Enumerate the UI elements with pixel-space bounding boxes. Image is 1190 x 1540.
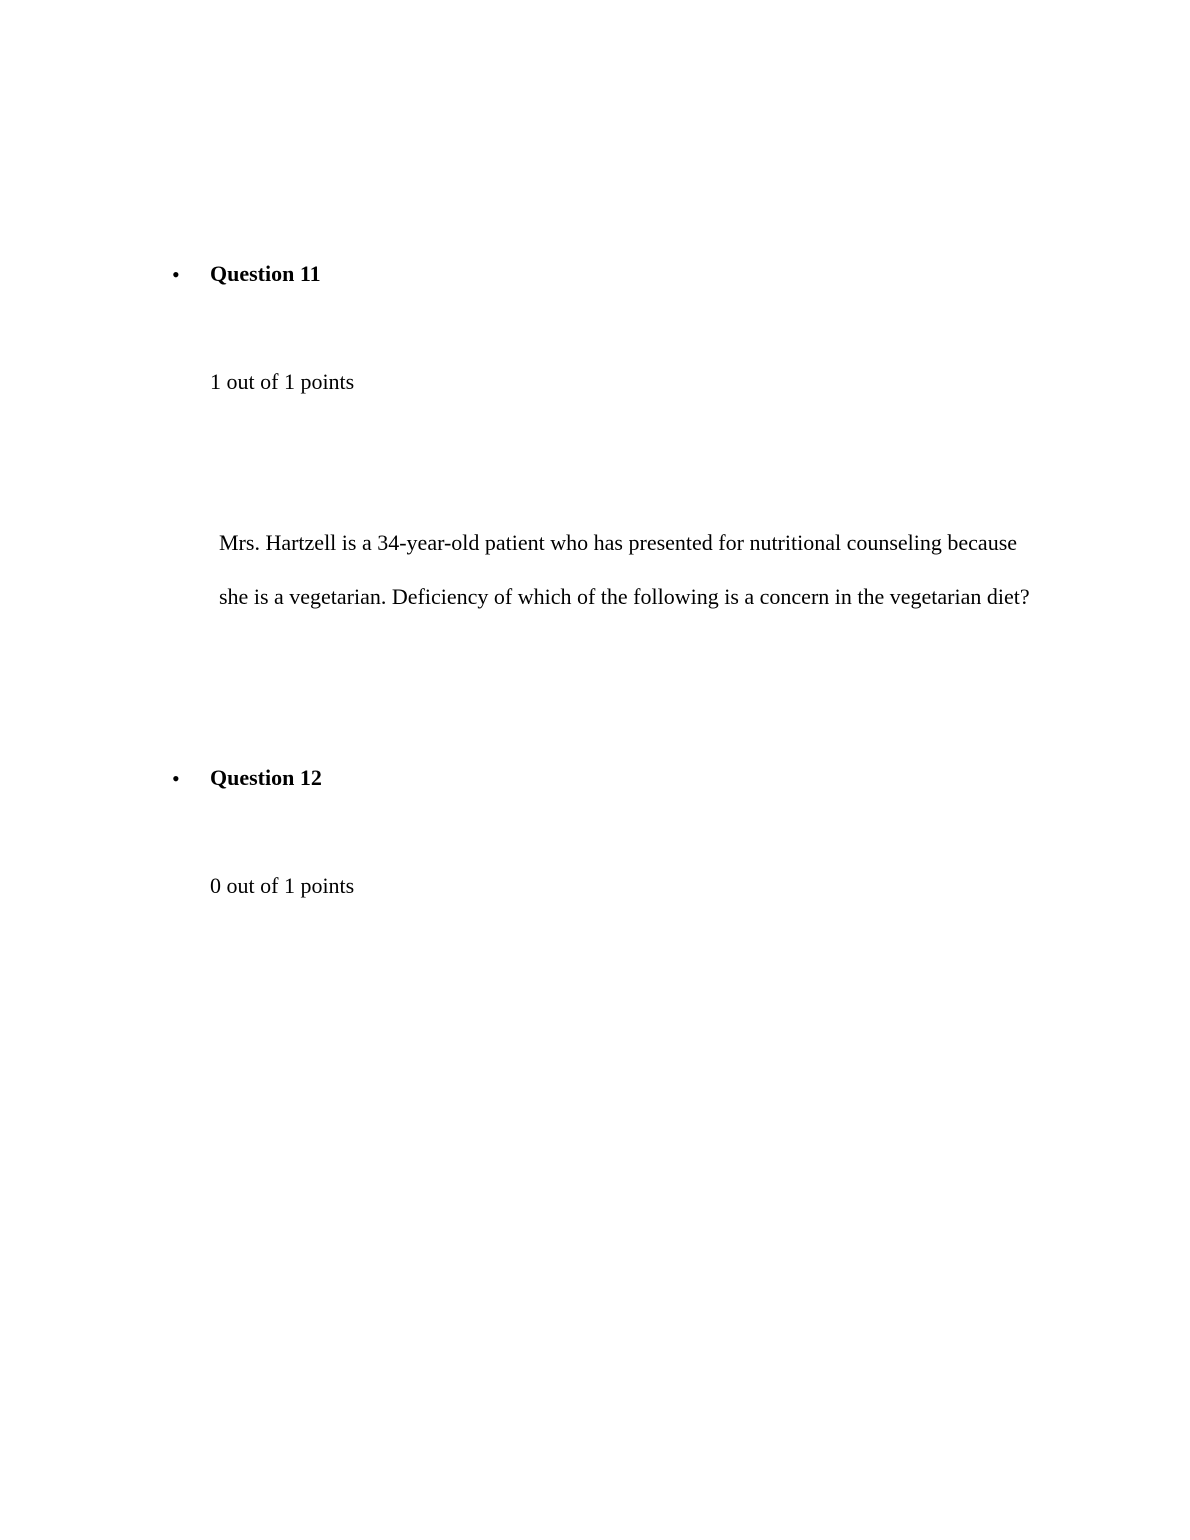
question-11-text (219, 516, 1099, 624)
question-12-points: 0 out of 1 points (210, 873, 355, 898)
question-11-bullet: • (172, 262, 180, 287)
question-11-title: Question 11 (210, 261, 321, 286)
question-12-bullet: • (172, 766, 180, 791)
question-11-text-line-2: she is a vegetarian. Deficiency of which of the following is a concern in the vegetarian diet? (219, 584, 1030, 609)
question-11-points: 1 out of 1 points (210, 369, 355, 394)
question-11-text-line-1: Mrs. Hartzell is a 34-year-old patient who has presented for nutritional counseling because (219, 530, 1018, 555)
question-12-title: Question 12 (210, 765, 322, 790)
